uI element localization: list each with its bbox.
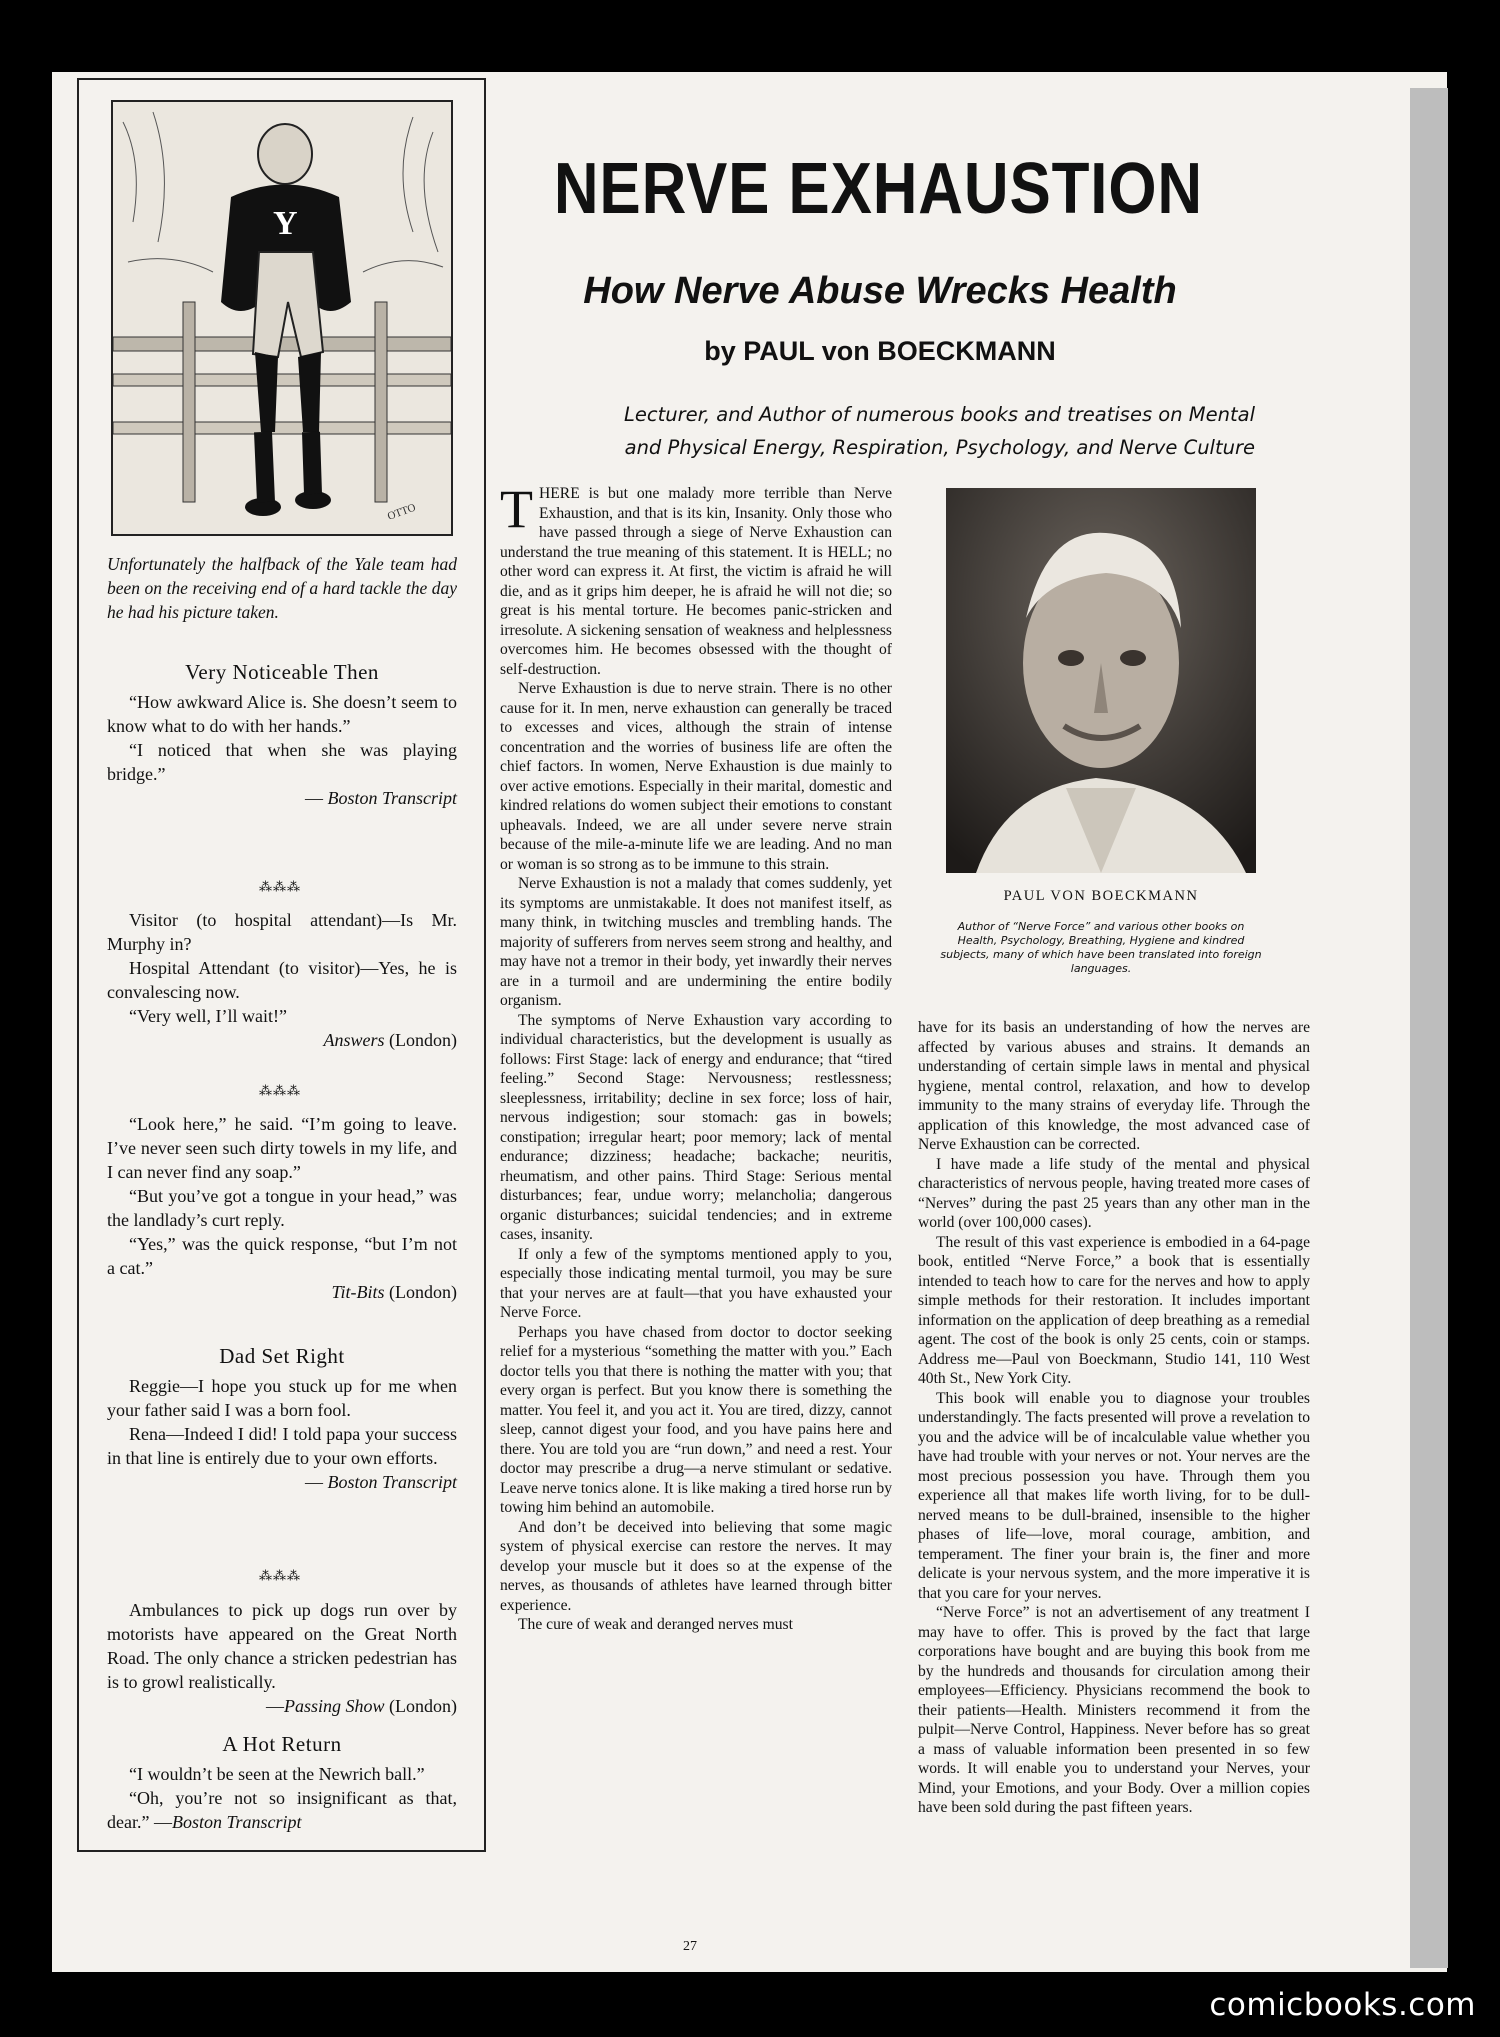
portrait-photo (946, 488, 1256, 873)
author-portrait (946, 488, 1256, 873)
article-paragraph: The result of this vast experience is embodied in a 64-page book, entitled “Nerve Force,” a book that is essentially intended to teach how to care for the nerves and how to apply simple methods for their restoration. It includes important information on the application of deep breathing as a remedial agent. The cost of the book is only 25 cents, coin or stamps. Address me—Paul von Boeckmann, Studio 141, 110 West 40th St., New York City. (918, 1233, 1310, 1387)
joke-line: “I wouldn’t be seen at the Newrich ball.” (129, 1764, 425, 1784)
article-paragraph: THERE is but one malady more terrible than Nerve Exhaustion, and that is its kin, Insanity. Only those who have passed through a siege of Nerve Exhaustion can understand the true meaning of this statement. It is HELL; no other word can express it. At first, the victim is afraid he will die, and as it grips him deeper, he is afraid he will not die; so great is his mental torture. He becomes panic-stricken and irresolute. A sickening sensation of weakness and helplessness overcomes him. He becomes obsessed with the thought of self-destruction. (500, 479, 892, 678)
joke-source: Tit-Bits (London) (331, 1282, 457, 1302)
joke-source: — Boston Transcript (304, 1472, 457, 1492)
joke-very-noticeable (107, 660, 457, 810)
article-paragraph: “Nerve Force” is not an advertisement of any treatment I may have to offer. This is proved by the fact that large corporations have bought and are buying this book from me by the hundreds and thousands for circulation among their employees—Efficiency. Physicians recommend the book to their patients—Health. Ministers recommend it from the pulpit—Nerve Control, Happiness. Never before has so great a mass of valuable information been presented in so few words. It will enable you to understand your Nerves, your Mind, your Emotions, and your Body. Over a million copies have been sold during the past fifteen years. (918, 1604, 1310, 1816)
joke-line: “Very well, I’ll wait!” (129, 1006, 287, 1026)
joke-line: Hospital Attendant (to visitor)—Yes, he is convalescing now. (107, 958, 457, 1002)
site-watermark: comicbooks.com (1209, 1987, 1476, 2023)
article-paragraph: The symptoms of Nerve Exhaustion vary according to individual characteristics, but the development is usually as follows: First Stage: lack of energy and endurance; that “tired feeling.” Second Stage: Nervousness; restlessness; sleeplessness, irritability; decline in sex force; loss of hair, nervous indigestion; sour stomach: gas in bowels; constipation; irregular heart; poor memory; lack of mental endurance; dizziness; headache; backache; neuritis, rheumatism, and other pains. Third Stage: Serious mental disturbances; fear, undue worry; melancholia; dangerous organic disturbances; suicidal tendencies; and in extreme cases, insanity. (500, 1011, 892, 1243)
joke-dad-set-right (107, 1344, 457, 1494)
humor-column (77, 78, 486, 1852)
joke-line: “Oh, you’re not so insignificant as that, dear.” —Boston Transcript (107, 1788, 457, 1832)
joke-line: “Yes,” was the quick response, “but I’m not a cat.” (107, 1234, 457, 1278)
article-paragraph: Nerve Exhaustion is not a malady that comes suddenly, yet its symptoms are unmistakable. It does not manifest itself, as many think, in twitching muscles and trembling hands. The majority of sufferers from nerves seem strong and healthy, and may have not a tremor in their body, yet inwardly their nerves are in a turmoil and are undermining the entire bodily organism. (500, 875, 892, 1009)
joke-source: — Boston Transcript (304, 788, 457, 808)
portrait-name: PAUL VON BOECKMANN (1003, 888, 1199, 904)
article-paragraph: This book will enable you to diagnose your troubles understandingly. The facts presented will prove a revelation to you and the advice will be of incalculable value whether you have had trouble with your nerves or not. Your nerves are the most precious possession you have. Through them you experience all that makes life worth living, for to be dull-nerved means to be dull-brained, insensible to the higher phases of life—love, moral courage, ambition, and temperament. The finer your brain is, the finer and more delicate is your nervous system, and the more imperative it is that you care for your nerves. (918, 1389, 1310, 1602)
joke-line: “How awkward Alice is. She doesn’t seem to know what to do with her hands.” (107, 692, 457, 736)
joke-line: “But you’ve got a tongue in your head,” was the landlady’s curt reply. (107, 1186, 457, 1230)
illustration-caption: Unfortunately the halfback of the Yale team had been on the receiving end of a hard tackle the day he had his picture taken. (107, 554, 457, 622)
football-player-illustration (111, 100, 453, 536)
joke-line: “Look here,” he said. “I’m going to leave. I’ve never seen such dirty towels in my life, and I can never find any soap.” (107, 1114, 457, 1182)
book-spine (1410, 88, 1448, 1968)
joke-hospital (107, 908, 457, 1052)
joke-hot-return (107, 1732, 457, 1834)
article-paragraph: The cure of weak and deranged nerves must (518, 1616, 793, 1633)
article-paragraph: If only a few of the symptoms mentioned apply to you, especially those indicating mental turmoil, you may be sure that your nerves are at fault—that you have exhausted your Nerve Force. (500, 1245, 892, 1321)
article-paragraph: Perhaps you have chased from doctor to doctor seeking relief for a mysterious “something the matter with you.” Each doctor tells you that there is nothing the matter with you; that every organ is perfect. But you know there is something the matter. You feel it, and you act it. You are tired, dizzy, cannot sleep, cannot digest your food, and you have pains here and there. You are told you are “run down,” and need a rest. Your doctor may prescribe a drug—a nerve stimulant or sedative. Leave nerve tonics alone. It is like making a tired horse run by towing him behind an automobile. (500, 1323, 892, 1516)
joke-line: “I noticed that when she was playing bridge.” (107, 740, 457, 784)
separator-stars: ⁂⁂⁂ (259, 1083, 301, 1098)
joke-title: A Hot Return (222, 1732, 342, 1756)
halfback-drawing (113, 102, 451, 534)
joke-line: Visitor (to hospital attendant)—Is Mr. Murphy in? (107, 910, 457, 954)
joke-ambulances (107, 1598, 457, 1718)
joke-line: Rena—Indeed I did! I told papa your success in that line is entirely due to your own efforts. (107, 1424, 457, 1468)
portrait-caption: Author of “Nerve Force” and various other books on Health, Psychology, Breathing, Hygiene and kindred subjects, many of which have been translated into foreign languages. (940, 920, 1262, 975)
joke-source: —Passing Show (London) (266, 1696, 457, 1716)
drop-cap: T (500, 479, 533, 539)
joke-title: Dad Set Right (219, 1344, 345, 1368)
article-column-1 (500, 479, 892, 1635)
svg-text:OTTO: OTTO (385, 501, 418, 523)
svg-text:Y: Y (273, 205, 298, 242)
article-subtitle: How Nerve Abuse Wrecks Health (583, 270, 1177, 312)
joke-line: Reggie—I hope you stuck up for me when your father said I was a born fool. (107, 1376, 457, 1420)
byline: by PAUL von BOECKMANN (704, 336, 1056, 366)
article-paragraph: I have made a life study of the mental and physical characteristics of nervous people, having treated more cases of “Nerves” during the past 25 years than any other man in the world (over 100,000 cases). (918, 1155, 1310, 1231)
joke-source: Answers (London) (323, 1030, 457, 1050)
article-title: NERVE EXHAUSTION (553, 149, 1203, 229)
article-paragraph: And don’t be deceived into believing that some magic system of physical exercise can restore the nerves. It may develop your muscle but it does so at the expense of the nerves, as thousands of athletes have learned through bitter experience. (500, 1518, 892, 1614)
separator-stars: ⁂⁂⁂ (259, 1568, 301, 1583)
separator-stars: ⁂⁂⁂ (259, 879, 301, 894)
article-paragraph: Nerve Exhaustion is due to nerve strain. There is no other cause for it. In men, nerve exhaustion can generally be traced to excesses and vices, although the strain of intense concentration and the worries of business life are often the chief factors. In women, Nerve Exhaustion is due mainly to over active emotions. Especially in their marital, domestic and kindred relations do women subject their emotions to constant upheavals. Indeed, we are all under severe nerve strain because of the mile-a-minute life we are leading. And no man or woman is so strong as to be immune to this strain. (500, 680, 892, 873)
joke-title: Very Noticeable Then (185, 660, 379, 684)
article-column-2 (918, 1018, 1310, 1818)
joke-line: Ambulances to pick up dogs run over by motorists have appeared on the Great North Road. The only chance a stricken pedestrian has is to growl realistically. (107, 1600, 457, 1692)
joke-landlady (107, 1112, 457, 1304)
page-number: 27 (683, 1939, 697, 1954)
author-credentials: Lecturer, and Author of numerous books and treatises on Mental and Physical Energy, Respiration, Psychology, and Nerve Culture (624, 403, 1255, 459)
article-paragraph: have for its basis an understanding of how the nerves are affected by various abuses and strains. It demands an understanding of certain simple laws in mental and physical hygiene, mental control, relaxation, and how to develop immunity to the many strains of everyday life. Through the application of this knowledge, the most advanced case of Nerve Exhaustion can be corrected. (918, 1019, 1310, 1153)
